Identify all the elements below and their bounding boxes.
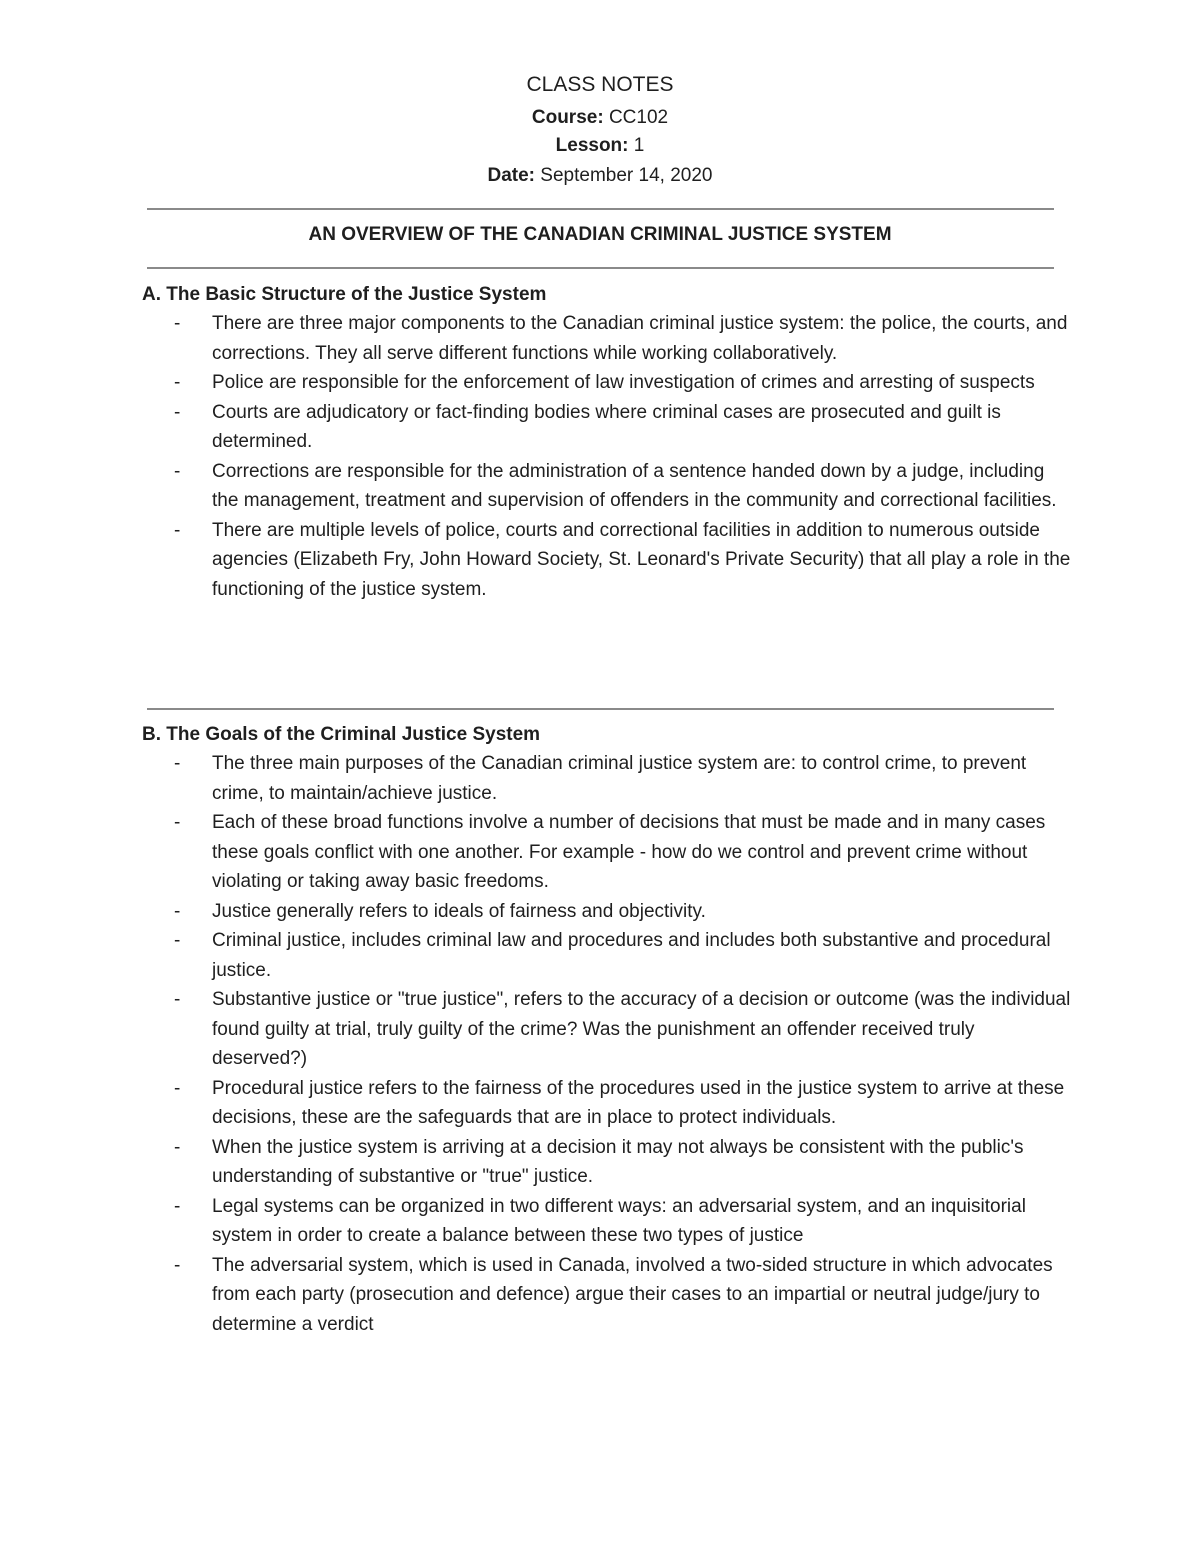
bullet-list — [142, 749, 1072, 1339]
list-item-text: Procedural justice refers to the fairness of the procedures used in the justice system to arrive at these decisions, these are the safeguards that are in place to protect individuals. — [212, 1077, 1065, 1128]
list-item-text: Courts are adjudicatory or fact-finding bodies where criminal cases are prosecuted and guilt is determined. — [212, 401, 1001, 452]
course-value: CC102 — [608, 107, 669, 128]
dash-marker: - — [174, 753, 181, 774]
lesson-label: Lesson: — [555, 135, 629, 156]
date-label: Date: — [487, 165, 536, 186]
course-label: Course: — [531, 107, 604, 128]
list-item — [142, 985, 1072, 1074]
list-item-text: Legal systems can be organized in two different ways: an adversarial system, and an inquisitorial system in order to create a balance between these two types of justice — [212, 1195, 1026, 1246]
divider-top — [147, 208, 1054, 210]
list-item — [142, 1192, 1072, 1251]
overview-title: AN OVERVIEW OF THE CANADIAN CRIMINAL JUSTICE SYSTEM — [308, 224, 892, 245]
list-item-text: Substantive justice or "true justice", refers to the accuracy of a decision or outcome (was the individual found guilty at trial, truly guilty of the crime? Was the punishment an offender received truly deserved?) — [212, 989, 1071, 1069]
list-item — [142, 309, 1072, 368]
list-item — [142, 457, 1072, 516]
course-line — [0, 104, 1200, 132]
section-heading: B. The Goals of the Criminal Justice System — [142, 724, 541, 745]
bullet-list — [142, 309, 1072, 604]
document-title: CLASS NOTES — [526, 73, 674, 96]
list-item — [142, 398, 1072, 457]
section-goals — [142, 720, 1072, 1339]
dash-marker: - — [174, 460, 181, 482]
dash-marker: - — [174, 313, 181, 334]
dash-marker: - — [174, 1254, 181, 1276]
list-item — [142, 1074, 1072, 1133]
list-item-text: The three main purposes of the Canadian criminal justice system are: to control crime, to prevent crime, to maintain/achieve justice. — [212, 753, 1027, 804]
list-item — [142, 749, 1072, 808]
dash-marker: - — [174, 930, 181, 951]
date-value: September 14, 2020 — [540, 165, 713, 186]
list-item-text: Justice generally refers to ideals of fairness and objectivity. — [212, 900, 706, 922]
dash-marker: - — [174, 1195, 181, 1217]
list-item-text: Criminal justice, includes criminal law and procedures and includes both substantive and procedural justice. — [212, 930, 1051, 981]
dash-marker: - — [174, 519, 181, 541]
list-item-text: Corrections are responsible for the administration of a sentence handed down by a judge, including the management, treatment and supervision of offenders in the community and correctional facilities. — [212, 460, 1057, 511]
dash-marker: - — [174, 812, 181, 833]
list-item-text: When the justice system is arriving at a decision it may not always be consistent with the public's understanding of substantive or "true" justice. — [212, 1136, 1024, 1187]
dash-marker: - — [174, 989, 181, 1010]
dash-marker: - — [174, 900, 181, 922]
lesson-line — [0, 132, 1200, 160]
list-item — [142, 1133, 1072, 1192]
divider-below-title — [147, 267, 1054, 269]
dash-marker: - — [174, 1077, 181, 1099]
list-item — [142, 368, 1072, 398]
section-heading: A. The Basic Structure of the Justice System — [142, 284, 547, 305]
section-basic-structure — [142, 280, 1072, 604]
divider-between-sections — [147, 708, 1054, 710]
list-item-text: Each of these broad functions involve a number of decisions that must be made and in many cases these goals conflict with one another. For example - how do we control and prevent crime without violating or taking away basic freedoms. — [212, 812, 1046, 892]
list-item-text: The adversarial system, which is used in Canada, involved a two-sided structure in which advocates from each party (prosecution and defence) argue their cases to an impartial or neutral judge/jury to determine a verdict — [212, 1254, 1053, 1335]
list-item — [142, 926, 1072, 985]
list-item — [142, 516, 1072, 605]
list-item — [142, 1251, 1072, 1340]
dash-marker: - — [174, 401, 181, 423]
list-item — [142, 897, 1072, 927]
date-line — [0, 162, 1200, 190]
list-item — [142, 808, 1072, 897]
list-item-text: There are multiple levels of police, courts and correctional facilities in addition to numerous outside agencies (Elizabeth Fry, John Howard Society, St. Leonard's Private Security) that all play a role in the functioning of the justice system. — [212, 519, 1071, 600]
lesson-value: 1 — [633, 135, 645, 156]
list-item-text: There are three major components to the Canadian criminal justice system: the police, the courts, and corrections. They all serve different functions while working collaboratively. — [212, 313, 1068, 364]
dash-marker: - — [174, 1136, 181, 1158]
list-item-text: Police are responsible for the enforcement of law investigation of crimes and arresting of suspects — [212, 372, 1035, 393]
dash-marker: - — [174, 372, 181, 393]
